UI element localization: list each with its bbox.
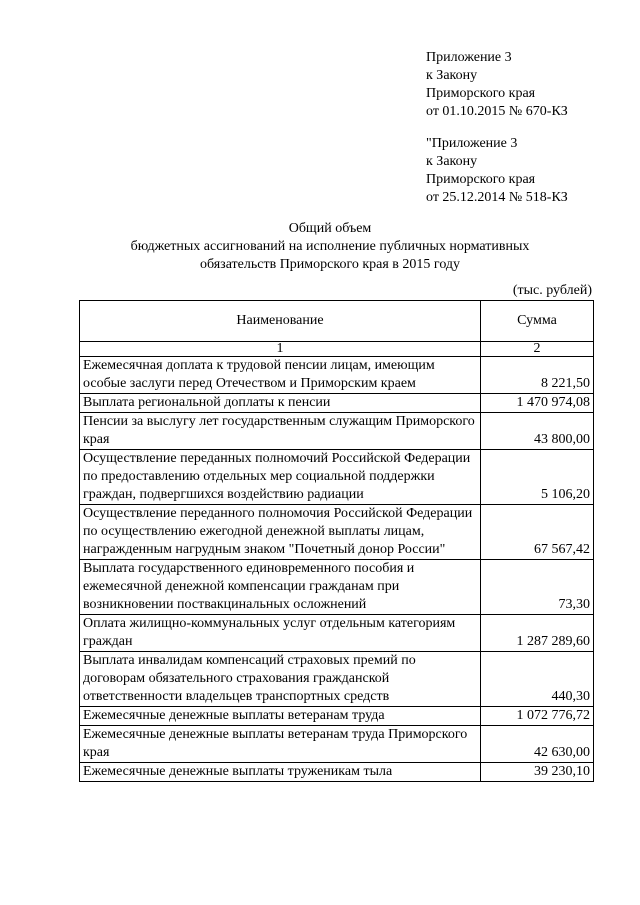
approval-line: от 01.10.2015 № 670-КЗ	[426, 104, 568, 119]
row-sum: 73,30	[481, 560, 594, 615]
approval-line: Приложение 3	[426, 50, 512, 65]
document-title	[60, 220, 600, 274]
approval-line: от 25.12.2014 № 518-КЗ	[426, 190, 568, 205]
title-line: бюджетных ассигнований на исполнение публичных нормативных	[130, 239, 530, 254]
row-sum: 1 287 289,60	[481, 615, 594, 652]
row-name: Выплата региональной доплаты к пенсии	[80, 394, 481, 413]
table-row	[80, 652, 594, 707]
approval-line: к Закону	[426, 68, 478, 83]
header-name: Наименование	[80, 301, 481, 342]
column-number: 1	[80, 342, 481, 357]
row-sum: 1 470 974,08	[481, 394, 594, 413]
row-name: Пенсии за выслугу лет государственным служащим Приморского края	[80, 413, 481, 450]
table-header-row	[80, 301, 594, 342]
budget-table	[79, 300, 594, 782]
table-row	[80, 413, 594, 450]
table-row	[80, 450, 594, 505]
row-name: Ежемесячные денежные выплаты ветеранам труда	[80, 707, 481, 726]
units-label: (тыс. рублей)	[512, 283, 592, 298]
row-sum: 42 630,00	[481, 726, 594, 763]
table-row	[80, 394, 594, 413]
approval-previous	[426, 135, 626, 207]
approval-line: Приморского края	[426, 172, 536, 187]
row-sum: 8 221,50	[481, 357, 594, 394]
row-sum: 5 106,20	[481, 450, 594, 505]
row-name: Ежемесячные денежные выплаты ветеранам труда Приморского края	[80, 726, 481, 763]
table-row	[80, 357, 594, 394]
approval-line: "Приложение 3	[426, 136, 518, 151]
row-name: Выплата государственного единовременного пособия и ежемесячной денежной компенсации гражданам при возникновении поствакцинальных осложнений	[80, 560, 481, 615]
table-row	[80, 505, 594, 560]
table-row	[80, 615, 594, 652]
table-row	[80, 726, 594, 763]
row-sum: 440,30	[481, 652, 594, 707]
row-name: Осуществление переданных полномочий Российской Федерации по предоставлению отдельных мер социальной поддержки граждан, подвергшихся воздействию радиации	[80, 450, 481, 505]
table-row	[80, 763, 594, 782]
row-name: Выплата инвалидам компенсаций страховых премий по договорам обязательного страхования гражданской ответственности владельцев транспортных средств	[80, 652, 481, 707]
approval-line: Приморского края	[426, 86, 536, 101]
approval-current	[426, 49, 626, 121]
column-number: 2	[481, 342, 594, 357]
title-line: обязательств Приморского края в 2015 году	[199, 257, 461, 272]
approval-header	[426, 49, 626, 207]
row-sum: 39 230,10	[481, 763, 594, 782]
row-sum: 43 800,00	[481, 413, 594, 450]
row-name: Ежемесячная доплата к трудовой пенсии лицам, имеющим особые заслуги перед Отечеством и Приморским краем	[80, 357, 481, 394]
row-name: Ежемесячные денежные выплаты труженикам тыла	[80, 763, 481, 782]
approval-line: к Закону	[426, 154, 478, 169]
row-name: Осуществление переданного полномочия Российской Федерации по осуществлению ежегодной денежной выплаты лицам, награжденным нагрудным знаком "Почетный донор России"	[80, 505, 481, 560]
table-row	[80, 560, 594, 615]
header-sum: Сумма	[481, 301, 594, 342]
column-number-row	[80, 342, 594, 357]
row-sum: 67 567,42	[481, 505, 594, 560]
title-line: Общий объем	[288, 221, 372, 236]
table-row	[80, 707, 594, 726]
row-sum: 1 072 776,72	[481, 707, 594, 726]
row-name: Оплата жилищно-коммунальных услуг отдельным категориям граждан	[80, 615, 481, 652]
